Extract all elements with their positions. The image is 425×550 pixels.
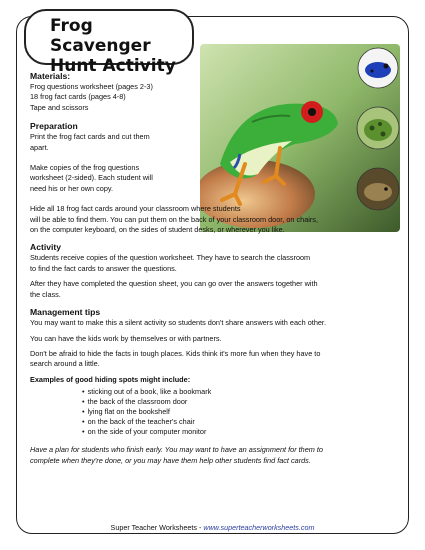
prep-text: Print the frog fact cards and cut them <box>30 132 150 142</box>
list-item: • the back of the classroom door <box>82 397 400 407</box>
closing-note: complete when they're done, or you may have them help other students find fact cards. <box>30 455 311 465</box>
materials-item: Tape and scissors <box>30 102 89 112</box>
materials-heading: Materials: <box>30 71 71 81</box>
footer-url-link[interactable]: www.superteacherworksheets.com <box>203 523 315 532</box>
tips-text: You may want to make this a silent activity so students don't share answers with each other. <box>30 318 326 328</box>
tips-text: You can have the kids work by themselves or with partners. <box>30 333 222 343</box>
page-footer <box>0 523 425 532</box>
materials-item: Frog questions worksheet (pages 2-3) <box>30 82 153 91</box>
prep-text: will be able to find them. You can put them on the back of your classroom door, on chairs, <box>30 214 318 224</box>
worksheet-body <box>30 71 400 466</box>
hiding-spots-list <box>30 387 400 437</box>
activity-text: to find the fact cards to answer the questions. <box>30 263 177 273</box>
list-item: • sticking out of a book, like a bookmark <box>82 387 400 397</box>
footer-brand: Super Teacher Worksheets - <box>110 523 204 532</box>
closing-note: Have a plan for students who finish early. You may want to have an assignment for them to <box>30 445 323 455</box>
activity-heading: Activity <box>30 242 62 253</box>
prep-text: on the computer keyboard, on the sides of student desks, or wherever you like. <box>30 225 285 235</box>
materials-section <box>30 71 400 113</box>
activity-text: the class. <box>30 289 61 299</box>
list-item: • lying flat on the bookshelf <box>82 407 400 417</box>
prep-text: Hide all 18 frog fact cards around your classroom where students <box>30 204 241 214</box>
preparation-heading: Preparation <box>30 121 78 132</box>
examples-heading: Examples of good hiding spots might include: <box>30 374 191 384</box>
list-item: • on the side of your computer monitor <box>82 427 400 437</box>
prep-text: need his or her own copy. <box>30 183 114 193</box>
tips-text: Don't be afraid to hide the facts in tough places. Kids think it's more fun when they have to <box>30 348 321 358</box>
activity-text: After they have completed the question sheet, you can go over the answers together with <box>30 279 318 289</box>
prep-text: apart. <box>30 142 49 152</box>
materials-item: 18 frog fact cards (pages 4-8) <box>30 92 126 102</box>
tips-text: search around a little. <box>30 359 100 369</box>
prep-text: worksheet (2-sided). Each student will <box>30 173 153 183</box>
title-line-1: Frog Scavenger <box>50 16 151 56</box>
activity-text: Students receive copies of the question worksheet. They have to search the classroom <box>30 253 311 263</box>
list-item: • on the back of the teacher's chair <box>82 417 400 427</box>
preparation-section <box>30 121 400 235</box>
title-line-2: Hunt Activity <box>50 56 176 76</box>
tips-heading: Management tips <box>30 307 101 318</box>
management-tips-section <box>30 307 400 466</box>
prep-text: Make copies of the frog questions <box>30 163 140 173</box>
activity-section <box>30 242 400 300</box>
